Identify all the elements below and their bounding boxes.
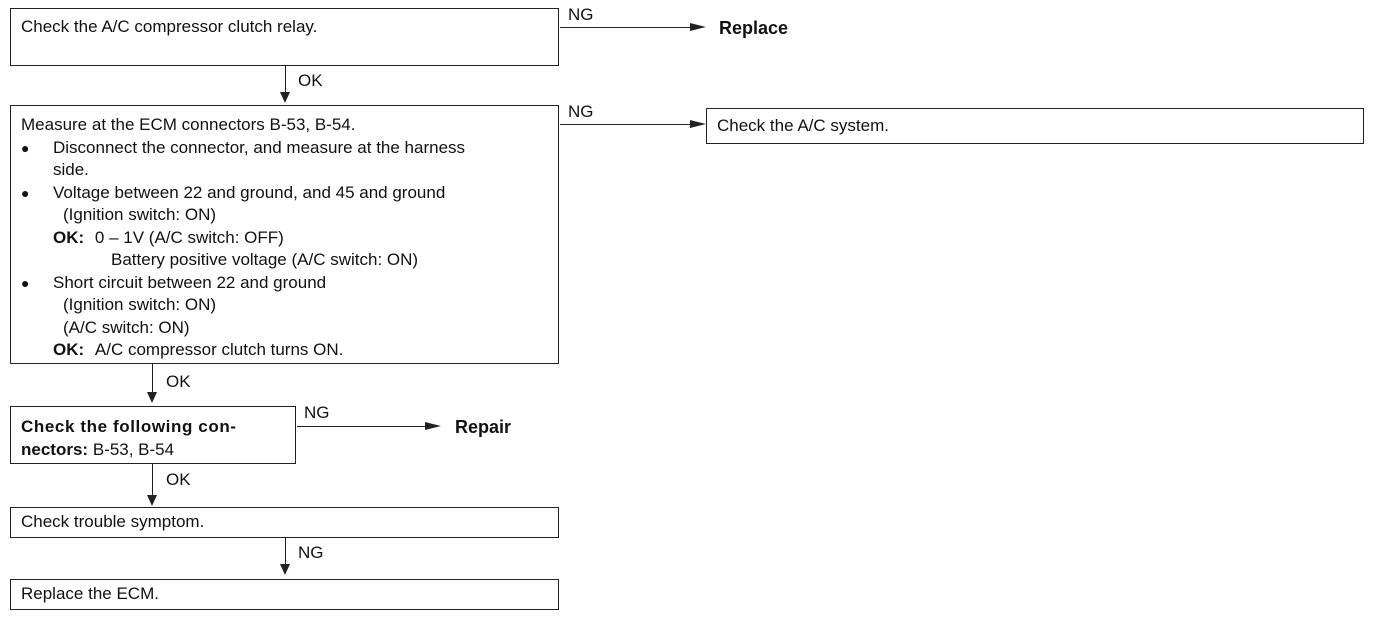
- ng-line-3: [297, 426, 425, 427]
- ok-label-2: OK: [166, 372, 191, 391]
- bullet-item-1: [21, 137, 548, 182]
- result-repair: Repair: [455, 417, 512, 437]
- connectors-text-line-1: Check the following con-: [21, 417, 237, 436]
- ok-line-3: [152, 464, 153, 496]
- bullet-item-3: [21, 272, 548, 295]
- bullet-dot-icon: ●: [21, 274, 30, 291]
- bullet-2-condition: (Ignition switch: ON): [63, 205, 217, 224]
- bullet-1-line-2: side.: [53, 160, 89, 179]
- ok-arrow-3: [147, 495, 157, 506]
- ok-label-1: OK: [298, 71, 323, 90]
- ng-arrow-1: [690, 23, 706, 31]
- ng-label-4: NG: [298, 543, 324, 562]
- bullet-3-condition-1: (Ignition switch: ON): [63, 295, 217, 314]
- check-ac-system-text: Check the A/C system.: [717, 116, 889, 135]
- step-measure-title: Measure at the ECM connectors B-53, B-54.: [21, 115, 356, 134]
- ok-label-3: OK: [166, 470, 191, 489]
- step-check-relay: [10, 8, 559, 66]
- ng-line-4: [285, 538, 286, 565]
- step-measure-ecm: [10, 105, 559, 364]
- ng-arrow-3: [425, 422, 441, 430]
- ng-label-1: NG: [568, 5, 594, 24]
- connectors-values: B-53, B-54: [92, 439, 175, 459]
- bullet-2-line-1: Voltage between 22 and ground, and 45 and ground: [53, 182, 446, 202]
- ng-label-3: NG: [304, 403, 330, 422]
- bullet-3-ok-1: A/C compressor clutch turns ON.: [94, 340, 344, 359]
- connectors-text-line-2: [21, 439, 285, 462]
- ng-arrow-2: [690, 120, 706, 128]
- step-check-connectors: [10, 406, 296, 464]
- ok-line-2: [152, 364, 153, 393]
- bullet-1-line-1: Disconnect the connector, and measure at the harness: [53, 137, 466, 157]
- ok-prefix: OK:: [53, 340, 85, 359]
- box-check-ac-system: [706, 108, 1364, 144]
- step-replace-ecm: [10, 579, 559, 610]
- bullet-3-ok: [21, 339, 548, 362]
- bullet-item-2: [21, 182, 548, 227]
- ok-arrow-1: [280, 92, 290, 103]
- ng-line-2: [560, 124, 690, 125]
- bullet-3-condition-2: (A/C switch: ON): [63, 317, 190, 337]
- bullet-dot-icon: ●: [21, 139, 30, 156]
- bullet-dot-icon: ●: [21, 184, 30, 201]
- trouble-symptom-text: Check trouble symptom.: [21, 512, 205, 531]
- bullet-3-line-1: Short circuit between 22 and ground: [53, 272, 327, 292]
- bullet-2-ok: [21, 227, 548, 250]
- result-replace: Replace: [719, 18, 789, 38]
- bullet-2-ok-1: 0 – 1V (A/C switch: OFF): [94, 227, 284, 247]
- connectors-label: nectors:: [21, 439, 89, 459]
- ng-label-2: NG: [568, 102, 594, 121]
- bullet-2-ok-2: Battery positive voltage (A/C switch: ON): [111, 250, 419, 269]
- ng-arrow-4: [280, 564, 290, 575]
- step-check-relay-text: Check the A/C compressor clutch relay.: [21, 17, 318, 36]
- ok-line-1: [285, 66, 286, 93]
- ng-line-1: [560, 27, 690, 28]
- ok-prefix: OK:: [53, 227, 85, 247]
- step-check-trouble-symptom: [10, 507, 559, 538]
- replace-ecm-text: Replace the ECM.: [21, 584, 159, 603]
- ok-arrow-2: [147, 392, 157, 403]
